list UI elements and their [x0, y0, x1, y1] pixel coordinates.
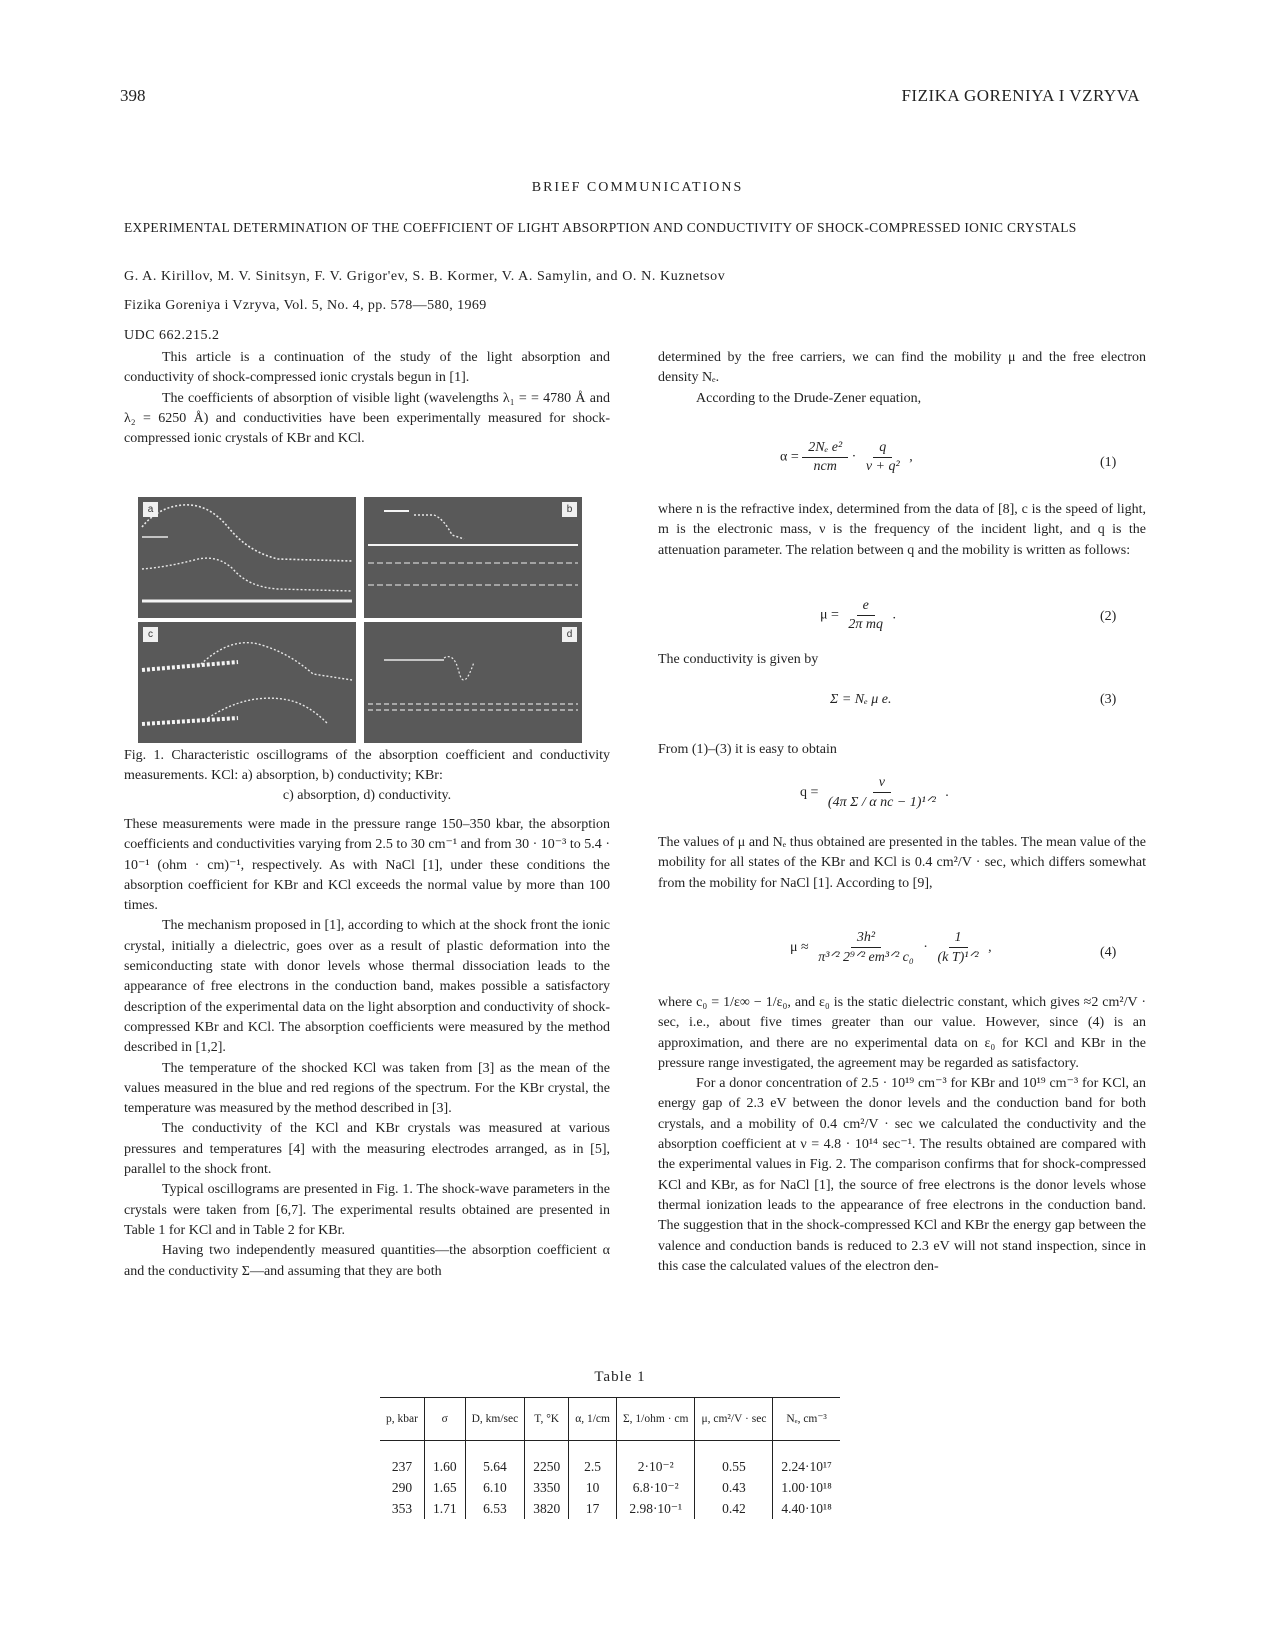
equation-number: (3) — [1100, 692, 1117, 707]
table-title: Table 1 — [594, 1369, 646, 1385]
column-header: Σ, 1/ohm · cm — [616, 1398, 694, 1441]
paragraph: This article is a continuation of the study of the light absorption and conductivity of shock-compressed ionic crystals begun in [1]. — [124, 350, 610, 386]
section-heading: BRIEF COMMUNICATIONS — [531, 180, 744, 195]
equation-5: q = $\frac{\nu}{\text{(4π Σ / α nc − 1)¹ᐟ²}}$ . — [800, 775, 949, 810]
oscillogram-panel-d — [364, 622, 582, 743]
citation: Fizika Goreniya i Vzryva, Vol. 5, No. 4, pp. 578—580, 1969 — [124, 298, 487, 313]
body-text-right-6 — [658, 993, 1146, 1277]
paragraph: where n is the refractive index, determined from the data of [8], c is the speed of light, m is the electronic mass, ν is the frequency of the incident light, and q is the attenuation parameter. The relation between q and the mobility is written as follows: — [658, 502, 1146, 558]
equation-number: (4) — [1100, 945, 1117, 960]
column-header: p, kbar — [380, 1398, 424, 1441]
body-text-right-3 — [658, 650, 1146, 670]
table-row: 353 1.71 6.53 3820 17 2.98·10⁻¹ 0.42 4.40·10¹⁸ — [380, 1498, 840, 1519]
paragraph: These measurements were made in the pressure range 150–350 kbar, the absorption coefficients and conductivities varying from 2.5 to 30 cm⁻¹ and from 30 · 10⁻³ to 5.4 · 10⁻¹ (ohm · cm)⁻¹, respectively. As with NaCl [1], under these conditions the absorption coefficient for KBr and KCl exceeds the normal value by more than 100 times. — [124, 817, 610, 914]
table-row: 237 1.60 5.64 2250 2.5 2·10⁻² 0.55 2.24·10¹⁷ — [380, 1441, 840, 1478]
panel-label: d — [562, 627, 577, 642]
table-row: 290 1.65 6.10 3350 10 6.8·10⁻² 0.43 1.00·10¹⁸ — [380, 1477, 840, 1498]
body-text-right-2 — [658, 500, 1146, 561]
oscillogram-panel-b — [364, 497, 582, 618]
paragraph: From (1)–(3) it is easy to obtain — [658, 742, 837, 757]
paragraph: According to the Drude-Zener equation, — [696, 390, 922, 406]
article-title: EXPERIMENTAL DETERMINATION OF THE COEFFICIENT OF LIGHT ABSORPTION AND CONDUCTIVITY OF SHOCK-COMPRESSED IONIC CRYSTALS — [124, 220, 1077, 235]
panel-label: c — [143, 627, 158, 642]
paragraph: The temperature of the shocked KCl was taken from [3] as the mean of the values measured in the blue and red regions of the spectrum. For the KBr crystal, the temperature was measured by the method described in [3]. — [124, 1060, 610, 1117]
caption-line1: Fig. 1. Characteristic oscillograms of the absorption coefficient and conductivity measurements. KCl: a) absorption, b) conductivity; KBr: — [124, 748, 610, 783]
caption-line2: c) absorption, d) conductivity. — [282, 788, 452, 803]
panel-label: b — [562, 502, 577, 517]
column-header: Nₑ, cm⁻³ — [773, 1398, 840, 1441]
paragraph: Having two independently measured quantities—the absorption coefficient α and the conductivity Σ—and assuming that they are both — [124, 1243, 610, 1279]
paragraph: For a donor concentration of 2.5 · 10¹⁹ cm⁻³ for KBr and 10¹⁹ cm⁻³ for KCl, an energy gap of 2.3 eV between the donor levels and the conduction band for both crystals, and a mobility of 0.4 cm²/V · sec we calculated the conductivity and the absorption coefficient at ν = 4.8 · 10¹⁴ sec⁻¹. The results obtained are compared with the experimental values in Fig. 2. The comparison confirms that for shock-compressed KCl and KBr, as for NaCl [1], the source of free electrons is the donor levels whose thermal ionization leads to the appearance of free electrons in the conduction band. The suggestion that in the shock-compressed KCl and KBr the energy gap between the valence and conduction bands is reduced to 2.3 eV will not stand inspection, since in this case the calculated values of the electron den- — [658, 1076, 1146, 1274]
table-header-row — [380, 1398, 840, 1441]
body-text-right-4 — [658, 740, 1146, 760]
body-text-right-5 — [658, 833, 1146, 894]
column-header: T, °K — [525, 1398, 569, 1441]
equation-number: (2) — [1100, 609, 1117, 624]
body-text-left — [124, 815, 610, 1282]
paragraph: The mechanism proposed in [1], according to which at the shock front the ionic crystal, initially a dielectric, goes over as a result of plastic deformation into the semiconducting state with donor levels whose thermal dissociation leads to the appearance of free electrons in the conduction band, makes possible a satisfactory description of the experimental data on the light absorption and conductivity of shock-compressed KBr and KCl. The absorption coefficients were measured by the method described in [1,2]. — [124, 918, 610, 1056]
equation-1: α = $\frac{\text{2Nₑ e²}}{\text{ncm}}$ · $\frac{q}{\text{ν + q²}}$ , — [780, 440, 913, 474]
column-header: α, 1/cm — [569, 1398, 617, 1441]
page-number: 398 — [120, 86, 146, 105]
column-header: σ — [424, 1398, 465, 1441]
paragraph: The coefficients of absorption of visible light (wavelengths λ₁ = = 4780 Å and λ₂ = 6250 Å) and conductivities have been experimentally measured for shock-compressed ionic crystals of KBr and KCl. — [124, 390, 610, 447]
udc: UDC 662.215.2 — [124, 328, 220, 343]
authors: G. A. Kirillov, M. V. Sinitsyn, F. V. Grigor'ev, S. B. Kormer, V. A. Samylin, and O. N. Kuznetsov — [124, 269, 726, 284]
journal-title: FIZIKA GORENIYA I VZRYVA — [901, 86, 1140, 105]
paragraph: The conductivity is given by — [658, 652, 819, 667]
paragraph: where c₀ = 1/ε∞ − 1/ε₀, and ε₀ is the static dielectric constant, which gives ≈2 cm²/V · sec, i.e., about five times greater than our value. However, since (4) is an approximation, and there are no experimental data on ε₀ for KCl and KBr in the pressure range investigated, the agreement may be regarded as satisfactory. — [658, 995, 1146, 1071]
figure-caption — [124, 746, 610, 806]
intro-text — [124, 348, 610, 449]
equation-4: μ ≈ $\frac{\text{3h²}}{\text{π³ᐟ² 2⁹ᐟ² em³ᐟ² c₀}}$ · $\frac{1}{\text{(k T)¹ᐟ²}}$ , — [790, 930, 992, 965]
paragraph: The conductivity of the KCl and KBr crystals was measured at various pressures and temperatures [4] with the measuring electrodes arranged, as in [5], parallel to the shock front. — [124, 1121, 610, 1178]
body-text-right-1 — [658, 348, 1146, 409]
equation-3: Σ = Nₑ μ e. — [830, 692, 892, 707]
oscillogram-panel-c — [138, 622, 356, 743]
column-header: μ, cm²/V · sec — [695, 1398, 773, 1441]
figure-oscillograms — [138, 497, 582, 743]
table-1 — [380, 1397, 840, 1519]
equation-2: μ = $\frac{e}{\text{2π mq}}$ . — [820, 598, 897, 632]
column-header: D, km/sec — [465, 1398, 525, 1441]
paragraph: The values of μ and Nₑ thus obtained are presented in the tables. The mean value of the mobility for all states of the KBr and KCl is 0.4 cm²/V · sec, which differs somewhat from the mobility for NaCl [1]. According to [9], — [658, 835, 1146, 891]
equation-number: (1) — [1100, 455, 1117, 470]
paragraph: Typical oscillograms are presented in Fig. 1. The shock-wave parameters in the crystals were taken from [6,7]. The experimental results obtained are presented in Table 1 for KCl and in Table 2 for KBr. — [124, 1182, 610, 1238]
oscillogram-panel-a — [138, 497, 356, 618]
panel-label: a — [143, 502, 158, 517]
paragraph: determined by the free carriers, we can find the mobility μ and the free electron density Nₑ. — [658, 350, 1146, 386]
